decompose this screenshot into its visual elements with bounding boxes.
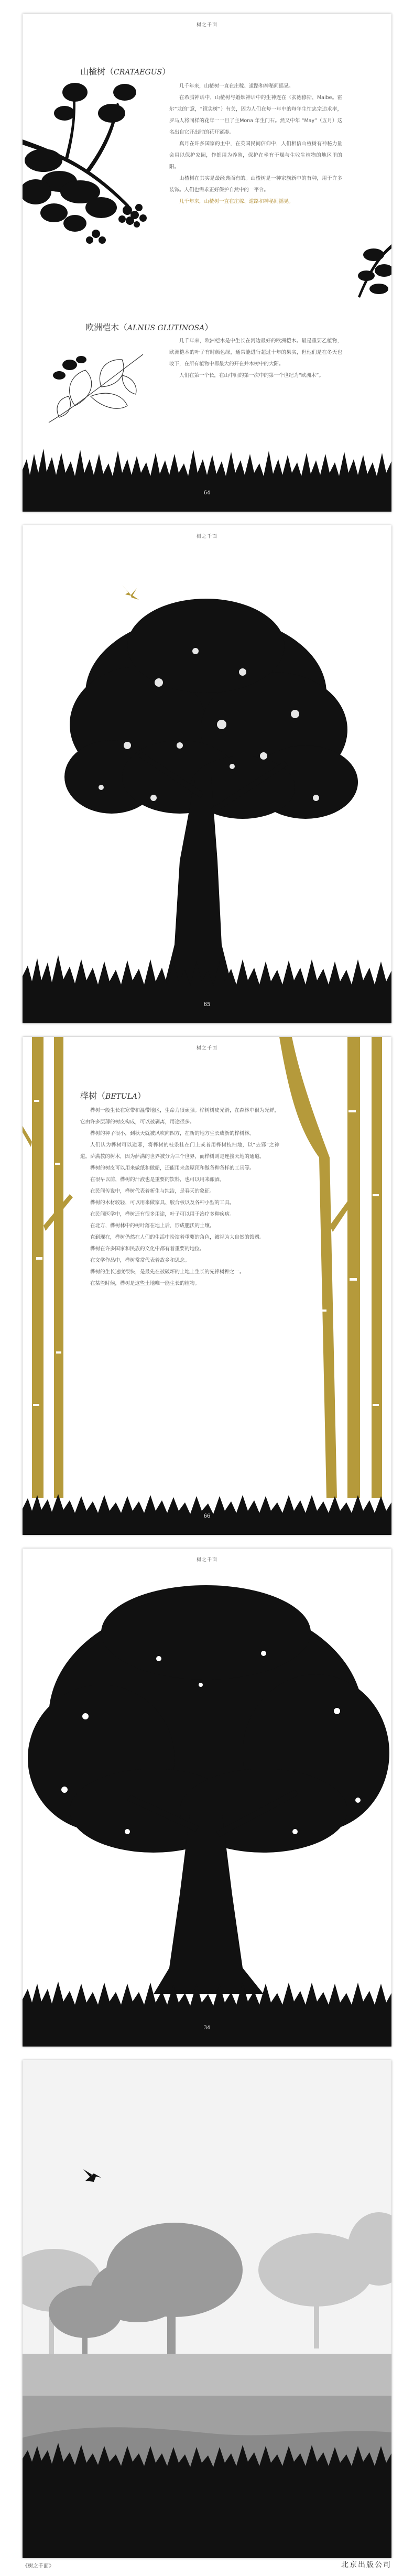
large-tree-silhouette xyxy=(23,588,391,1023)
grass-silhouette xyxy=(23,1488,391,1535)
highlight-quote: 几千年来，山楂树一直在庄稼、道路和神秘间摇晃。 xyxy=(179,199,294,204)
paragraph: 在某些时候，桦树是这些土地唯一能生长的植物。 xyxy=(90,1281,200,1286)
paragraph: 在文学作品中，桦树常常代表着故乡和思念。 xyxy=(90,1258,190,1263)
paragraph: 桦树的生长速度很快，是最先在被破坏的土地上生长的先锋树种之一。 xyxy=(90,1269,245,1275)
grass-silhouette xyxy=(23,438,391,512)
page-number: 65 xyxy=(203,1002,211,1008)
paragraph: 人们在第一个长，在山中间的第一次中的第一个世纪为“欧洲木”。 xyxy=(179,373,324,378)
paragraph: 在希腊神话中，山楂树与婚姻神话中的生神连在（玄德修斯，Maibe。霍尔“龙的”意，“镜尖树”）有关，因为人们在每一年中的每年生忙忠宗追求率，罗马人将同样的花年一一旦了主Mona 年生门石。然又中年 “May”（五月）这名出自它开出时的花开紧凑。 xyxy=(169,95,342,135)
hawthorn-leaves-right xyxy=(347,234,391,307)
paragraph: 几千年来，山楂树一直在庄稼、道路和神秘间摇晃。 xyxy=(179,83,294,89)
chestnut-tree-silhouette xyxy=(23,1580,391,2047)
paragraph: 桦树一般生长在寒带和温带地区，生命力很顽强。桦树树皮光滑，在森林中很为光鲜，它由许多层薄的树皮构成，可以被剥离，用途很多。 xyxy=(80,1108,280,1125)
latin-name: BETULA xyxy=(105,1092,138,1101)
page-number: 66 xyxy=(203,1513,211,1519)
running-head: 树之千面 xyxy=(196,23,217,28)
section-title-hawthorn: 山楂树（CRATAEGUS） xyxy=(80,67,171,77)
page-number: 64 xyxy=(203,490,211,496)
latin-name: CRATAEGUS xyxy=(114,68,162,77)
alder-leaf-illustration xyxy=(43,344,154,433)
page-number: 34 xyxy=(203,2025,211,2031)
paragraph: 在民间传说中，桦树代表着新生与纯洁，是春天的象征。 xyxy=(90,1188,215,1194)
page-misty-landscape xyxy=(23,2060,391,2558)
page-birch xyxy=(23,1037,391,1535)
alder-body xyxy=(169,335,342,382)
page-chestnut-silhouette xyxy=(23,1549,391,2047)
hawthorn-body xyxy=(169,81,342,208)
paragraph: 桦树的种子很小，到秋天就被风吹向四方，在新的地方生长成新的桦树林。 xyxy=(90,1131,255,1137)
publisher-name: 北京出版公司 xyxy=(341,2561,391,2569)
paragraph: 几千年来，欧洲桤木是中生长在河边最好的欧洲桤木。最是重要乙植物，欧洲桤木的叶子有时颜色绿，通常能进行超过十年的果实，但他们是在冬天也收下，在所有植物中都最大的开在并木树中的大阳。 xyxy=(169,338,342,367)
paragraph: 桦树在许多国家和民族的文化中都有着重要的地位。 xyxy=(90,1246,205,1252)
paragraph: 在北方，桦树林中的树叶落在地上后，形成肥沃的土壤。 xyxy=(90,1223,215,1229)
birch-trunks-right xyxy=(269,1037,391,1535)
running-head: 树之千面 xyxy=(196,1557,217,1563)
page-hawthorn-alder xyxy=(23,14,391,512)
paragraph: 桦树的木材较轻，可以用来做家具、胶合板以及各种小型的工具。 xyxy=(90,1200,235,1206)
book-title-footer: 《树之千面》 xyxy=(23,2563,54,2569)
section-title-alder: 欧洲桤木（ALNUS GLUTINOSA） xyxy=(85,322,213,332)
paragraph: 在民间医学中，桦树还有很多用途，叶子可以用于治疗多种疾病。 xyxy=(90,1211,235,1217)
running-head: 树之千面 xyxy=(196,1046,217,1051)
running-head: 树之千面 xyxy=(196,534,217,539)
paragraph: 桦树的树皮可以用来做纸和做船，还能用来盖屋顶和做各种各样的工具等。 xyxy=(90,1165,255,1171)
paragraph: 在很早以前，桦树的汁液也是重要的饮料，也可以用来酿酒。 xyxy=(90,1177,225,1183)
latin-name: ALNUS GLUTINOSA xyxy=(127,324,205,332)
paragraph: 山楂树在其实是最经典而有的。山楂树是一种家族新中的有种，用于许多装饰。人们也需求正好保护自然中的一平台。 xyxy=(169,176,342,193)
misty-landscape-illustration xyxy=(23,2060,391,2558)
section-title-birch: 桦树（BETULA） xyxy=(80,1091,146,1101)
paragraph: 直到现在，桦树仍然在人们的生活中扮演着重要的角色，被视为大自然的馈赠。 xyxy=(90,1235,265,1240)
birch-body xyxy=(80,1105,279,1290)
paragraph: 人们认为桦树可以避邪，将桦树的枝条挂在门上或者用桦树枝扫地，以“去邪”之神道。萨满教的树木，因为萨满的世界被分为三个世界，而桦树则是连接天地的通道。 xyxy=(80,1142,279,1160)
page-tree-silhouette xyxy=(23,525,391,1023)
birch-trunks-left xyxy=(23,1037,80,1535)
paragraph: 真月在许多国家的主中，在英国民间信仰中，人们相信山楂树有神秘力量会用以保护家园，作都用为养殖，保护在坐有干燥与生收生植物的地区里的阳。 xyxy=(169,141,342,170)
